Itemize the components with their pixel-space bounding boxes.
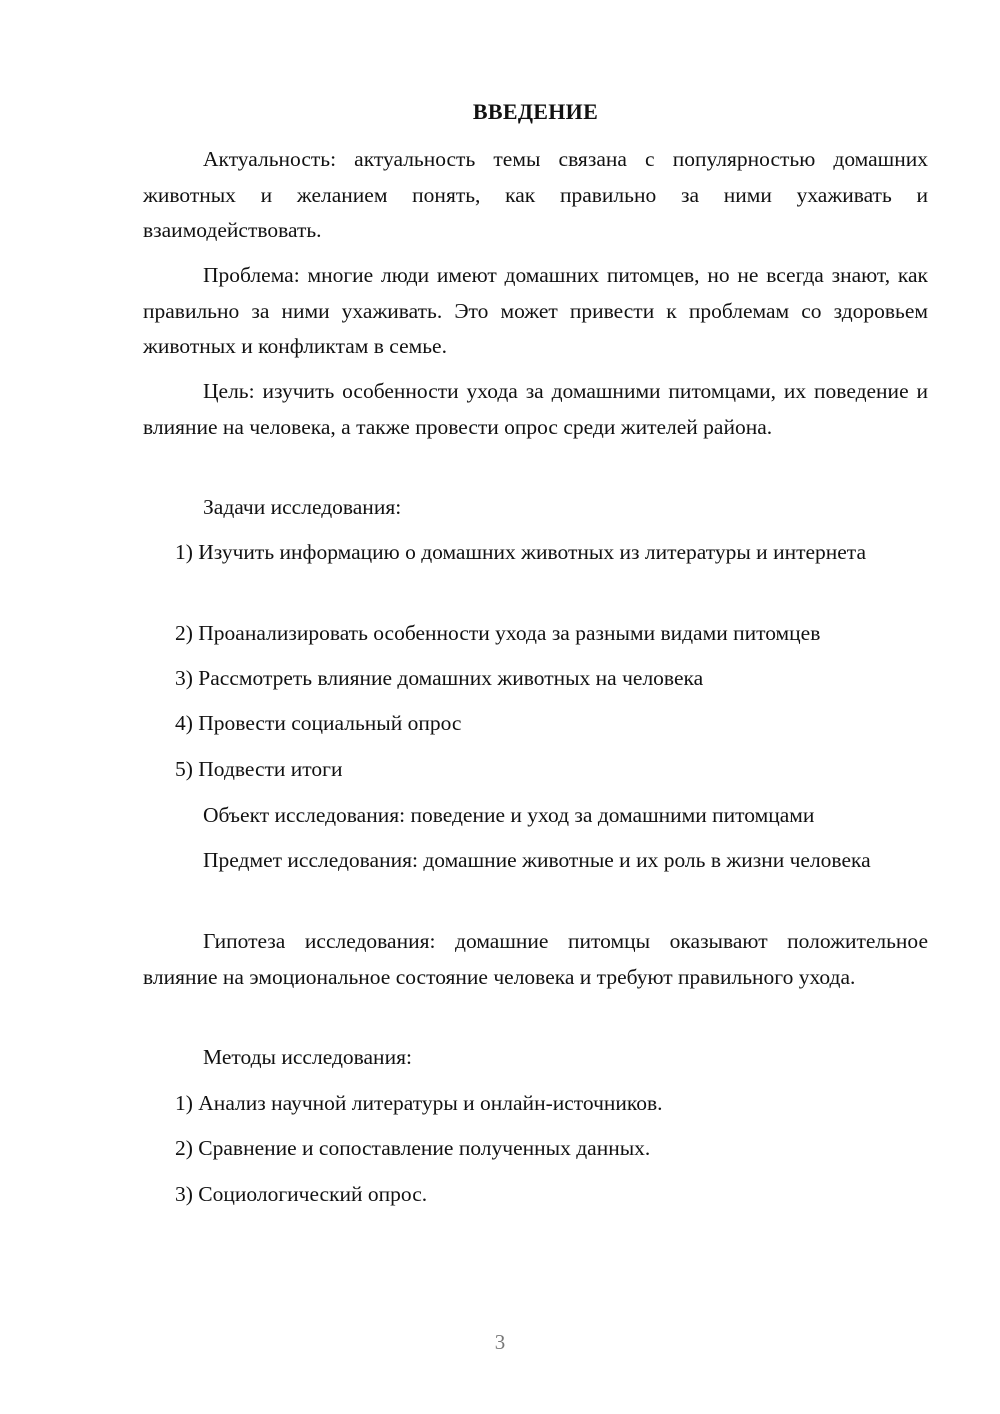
task-item-4: 4) Провести социальный опрос [175, 711, 462, 735]
page-title: ВВЕДЕНИЕ [472, 99, 599, 124]
goal-paragraph: Цель: изучить особенности ухода за домашними питомцами, их поведение и влияние на человека, а также провести опрос среди жителей района. [143, 379, 928, 439]
problem-paragraph: Проблема: многие люди имеют домашних питомцев, но не всегда знают, как правильно за ними ухаживать. Это может привести к проблемам со здоровьем животных и конфликтам в семье. [143, 263, 928, 358]
task-item-1: 1) Изучить информацию о домашних животных из литературы и интернета [175, 540, 867, 564]
method-item-3: 3) Социологический опрос. [175, 1182, 428, 1206]
method-item-1: 1) Анализ научной литературы и онлайн-источников. [175, 1091, 663, 1115]
hypothesis-paragraph: Гипотеза исследования: домашние питомцы оказывают положительное влияние на эмоциональное состояние человека и требуют правильного ухода. [143, 929, 928, 989]
task-item-2: 2) Проанализировать особенности ухода за разными видами питомцев [175, 621, 821, 645]
page-number: 3 [494, 1330, 506, 1354]
methods-heading: Методы исследования: [203, 1045, 412, 1069]
tasks-heading: Задачи исследования: [203, 495, 402, 519]
object-paragraph: Объект исследования: поведение и уход за домашними питомцами [203, 803, 815, 827]
subject-paragraph: Предмет исследования: домашние животные и их роль в жизни человека [203, 848, 871, 872]
task-item-5: 5) Подвести итоги [175, 757, 343, 781]
relevance-paragraph: Актуальность: актуальность темы связана с популярностью домашних животных и желанием понять, как правильно за ними ухаживать и взаимодействовать. [143, 147, 928, 242]
method-item-2: 2) Сравнение и сопоставление полученных данных. [175, 1136, 651, 1160]
task-item-3: 3) Рассмотреть влияние домашних животных на человека [175, 666, 704, 690]
